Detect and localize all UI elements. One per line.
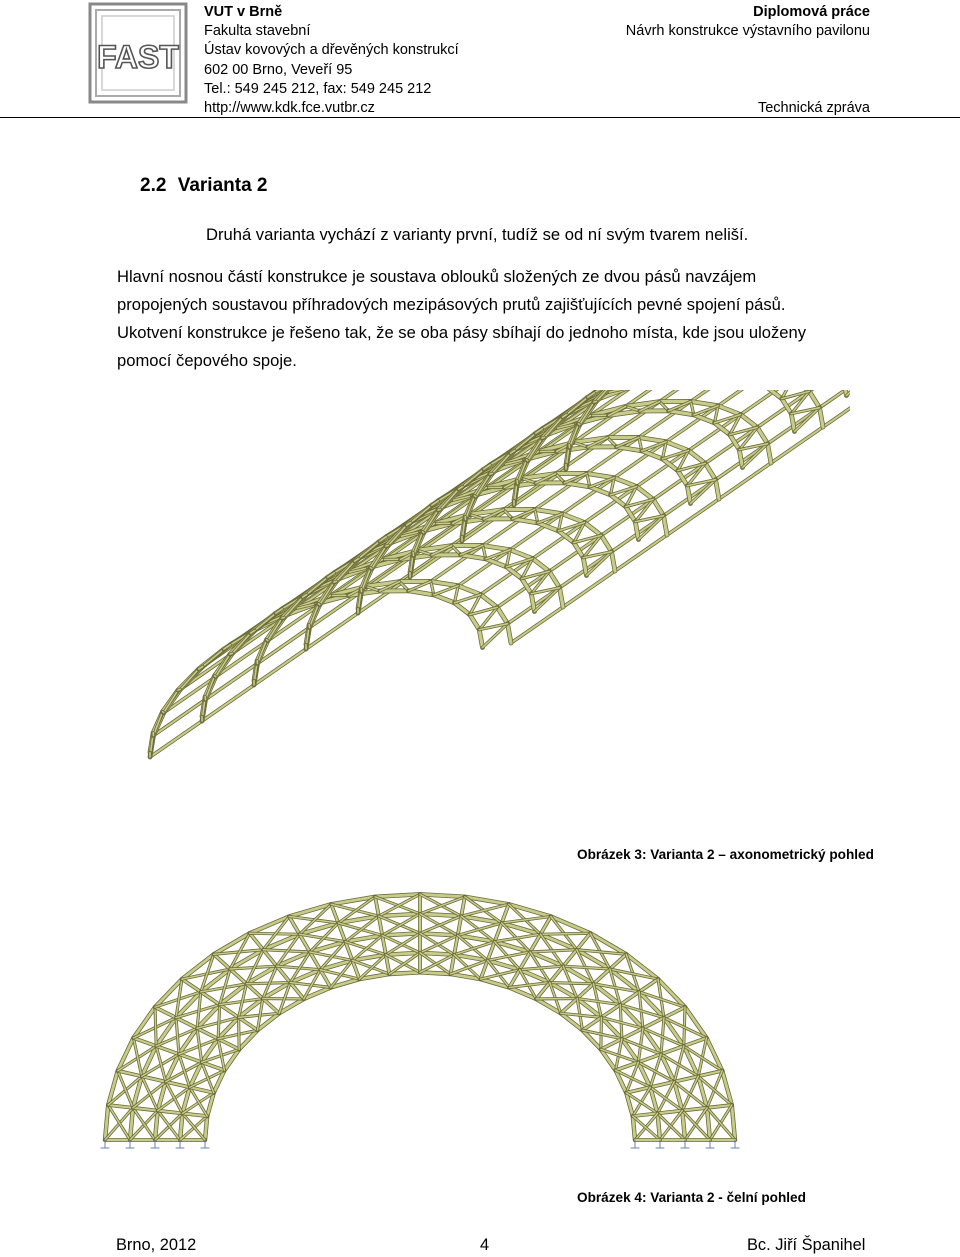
header-faculty: Fakulta stavební — [204, 23, 311, 40]
header-university: VUT v Brně — [204, 4, 283, 20]
figure-front-view — [95, 878, 775, 1150]
section-number: 2.2 — [140, 175, 167, 196]
header-thesis-type: Diplomová práce — [753, 4, 870, 20]
section-title: Varianta 2 — [177, 175, 268, 196]
figure-3-caption: Obrázek 3: Varianta 2 – axonometrický pohled — [577, 847, 874, 862]
paragraph-2-line-4: pomocí čepového spoje. — [117, 351, 297, 370]
fast-logo — [88, 2, 196, 106]
logo-text: FAST — [97, 39, 179, 75]
figure-4-caption: Obrázek 4: Varianta 2 - čelní pohled — [577, 1190, 806, 1205]
figure-axonometric-view — [130, 390, 850, 860]
footer-author: Bc. Jiří Španihel — [747, 1236, 866, 1254]
paragraph-2-line-2: propojených soustavou příhradových mezipásových prutů zajišťujících pevné spojení pásů. — [117, 295, 786, 314]
header-rule — [0, 117, 960, 118]
paragraph-2-line-1: Hlavní nosnou částí konstrukce je soustava oblouků složených ze dvou pásů navzájem — [117, 267, 757, 286]
header-institution — [204, 3, 459, 118]
header-institute: Ústav kovových a dřevěných konstrukcí — [204, 42, 459, 59]
section-heading — [140, 175, 267, 197]
header-phone: Tel.: 549 245 212, fax: 549 245 212 — [204, 80, 432, 97]
header-document-info — [626, 3, 870, 118]
header-report-type: Technická zpráva — [757, 100, 870, 116]
header-website: http://www.kdk.fce.vutbr.cz — [204, 100, 375, 117]
footer-place-year: Brno, 2012 — [116, 1236, 197, 1254]
paragraph-1: Druhá varianta vychází z varianty první, tudíž se od ní svým tvarem neliší. — [206, 225, 749, 244]
header-address: 602 00 Brno, Veveří 95 — [204, 61, 353, 78]
header-thesis-title: Návrh konstrukce výstavního pavilonu — [625, 23, 870, 40]
paragraph-2-line-3: Ukotvení konstrukce je řešeno tak, že se oba pásy sbíhají do jednoho místa, kde jsou uloženy — [117, 323, 807, 342]
footer-page-number: 4 — [480, 1236, 490, 1254]
